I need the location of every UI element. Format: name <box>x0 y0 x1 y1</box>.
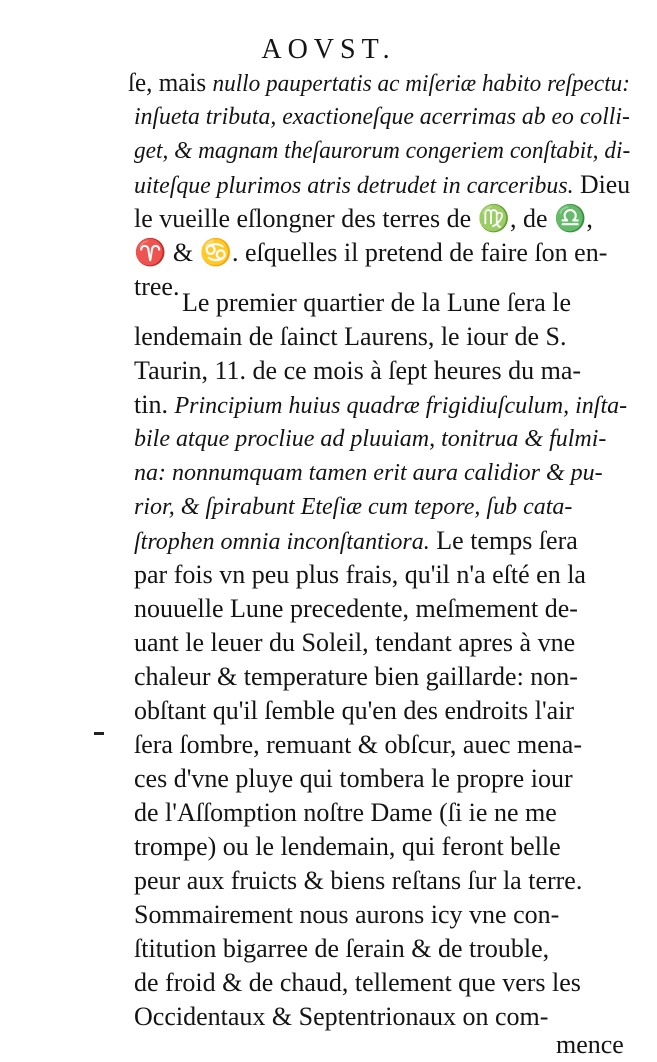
text-line: chaleur & temperature bien gaillarde: non- <box>134 662 578 691</box>
text-line: ſtrophen omnia inconſtantiora. Le temps ſera <box>134 526 578 555</box>
text-line: de l'Aſſomption noſtre Dame (ſi ie ne me <box>134 798 557 827</box>
margin-dash-mark <box>94 732 104 735</box>
text-line: uiteſque plurimos atris detrudet in carceribus. Dieu <box>134 170 631 199</box>
text-line: le vueille eſlongner des terres de ♍, de ♎, <box>134 204 593 233</box>
text-line: inſueta tributa, exactioneſque acerrimas ab eo colli- <box>134 104 630 130</box>
text-line: na: nonnumquam tamen erit aura calidior & pu- <box>134 460 603 486</box>
text-line: ces d'vne pluye qui tombera le propre iour <box>134 764 573 793</box>
text-line: ſtitution bigarree de ſerain & de trouble, <box>134 934 550 963</box>
catchword: mence <box>556 1030 624 1059</box>
text-line: ♈ & ♋. eſquelles il pretend de faire ſon en- <box>134 238 608 267</box>
running-head: AOVST. <box>261 34 396 65</box>
text-line: Taurin, 11. de ce mois à ſept heures du ma- <box>134 356 582 385</box>
text-line: Sommairement nous aurons icy vne con- <box>134 900 560 929</box>
text-line: par fois vn peu plus frais, qu'il n'a eſté en la <box>134 560 586 589</box>
text-line: bile atque procliue ad pluuiam, tonitrua & fulmi- <box>134 426 607 452</box>
text-line: uant le leuer du Soleil, tendant apres à vne <box>134 628 576 657</box>
text-line: ſe, mais nullo paupertatis ac miſeriæ habito reſpectu: <box>128 68 630 97</box>
text-line: get, & magnam theſaurorum congeriem conſtabit, di- <box>134 138 631 164</box>
text-line: peur aux fruicts & biens reſtans ſur la terre. <box>134 866 583 895</box>
text-line: tree. <box>134 272 180 301</box>
text-line: ſera ſombre, remuant & obſcur, auec mena- <box>134 730 582 759</box>
text-line: tin. Principium huius quadræ frigidiuſculum, inſta- <box>134 390 628 419</box>
paragraph-start-line: Le premier quartier de la Lune ſera le <box>182 288 572 317</box>
text-line: lendemain de ſainct Laurens, le iour de S. <box>134 322 567 351</box>
text-line: trompe) ou le lendemain, qui feront belle <box>134 832 561 861</box>
text-line: de froid & de chaud, tellement que vers les <box>134 968 581 997</box>
text-line: obſtant qu'il ſemble qu'en des endroits l'air <box>134 696 575 725</box>
text-line: nouuelle Lune precedente, meſmement de- <box>134 594 578 623</box>
text-line: Occidentaux & Septentrionaux on com- <box>134 1002 549 1031</box>
text-line: rior, & ſpirabunt Eteſiæ cum tepore, ſub cata- <box>134 494 573 520</box>
